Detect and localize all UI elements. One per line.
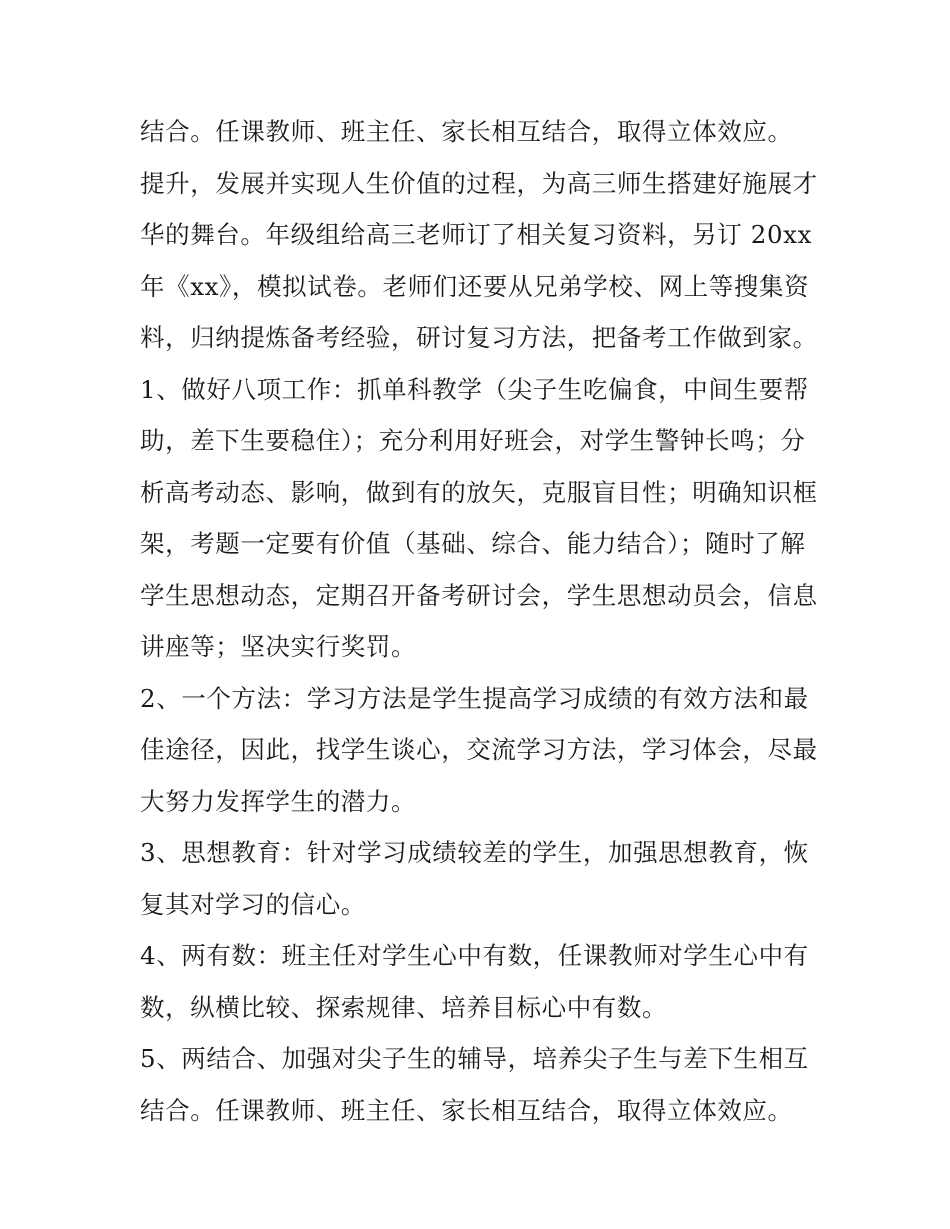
text-line: 佳途径，因此，找学生谈心，交流学习方法，学习体会，尽最 [140, 735, 818, 764]
text-line: 大努力发挥学生的潜力。 [140, 786, 417, 816]
paragraph-2 [140, 158, 820, 364]
text-line: 提升，发展并实现人生价值的过程，为高三师生搭建好施展才 [140, 168, 818, 198]
text-line: 3、思想教育：针对学习成绩较差的学生，加强思想教育，恢 [140, 838, 809, 867]
text-line: 助，差下生要稳住）；充分利用好班会，对学生警钟长鸣；分 [140, 426, 806, 455]
paragraph-1 [140, 106, 820, 158]
text-line: 华的舞台。年级组给高三老师订了相关复习资料，另订 20xx [140, 220, 812, 249]
text-line: 4、两有数：班主任对学生心中有数，任课教师对学生心中有 [140, 941, 809, 970]
text-line: 5、两结合、加强对尖子生的辅导，培养尖子生与差下生相互 [140, 1044, 809, 1073]
paragraph-item-4 [140, 930, 820, 1033]
text-line: 1、做好八项工作：抓单科教学（尖子生吃偏食，中间生要帮 [140, 374, 809, 404]
paragraph-item-5 [140, 1033, 820, 1136]
text-line: 讲座等；坚决实行奖罚。 [140, 632, 417, 661]
text-line: 架，考题一定要有价值（基础、综合、能力结合）；随时了解 [140, 529, 806, 558]
text-line: 数，纵横比较、探索规律、培养目标心中有数。 [140, 992, 668, 1022]
text-line: 复其对学习的信心。 [140, 889, 366, 919]
text-line: 2、一个方法：学习方法是学生提高学习成绩的有效方法和最 [140, 683, 809, 713]
text-line: 学生思想动态，定期召开备考研讨会，学生思想动员会，信息 [140, 580, 818, 610]
paragraph-item-3 [140, 827, 820, 930]
paragraph-item-1 [140, 364, 820, 673]
text-line: 料，归纳提炼备考经验，研讨复习方法，把备考工作做到家。 [140, 323, 818, 352]
text-line: 析高考动态、影响，做到有的放矢，克服盲目性；明确知识框 [140, 477, 818, 507]
text-line: 年《xx》，模拟试卷。老师们还要从兄弟学校、网上等搜集资 [140, 271, 810, 301]
document-body [140, 106, 820, 1136]
text-line: 结合。任课教师、班主任、家长相互结合，取得立体效应。 [140, 1095, 793, 1125]
paragraph-item-2 [140, 673, 820, 828]
text-line: 结合。任课教师、班主任、家长相互结合，取得立体效应。 [140, 117, 793, 146]
